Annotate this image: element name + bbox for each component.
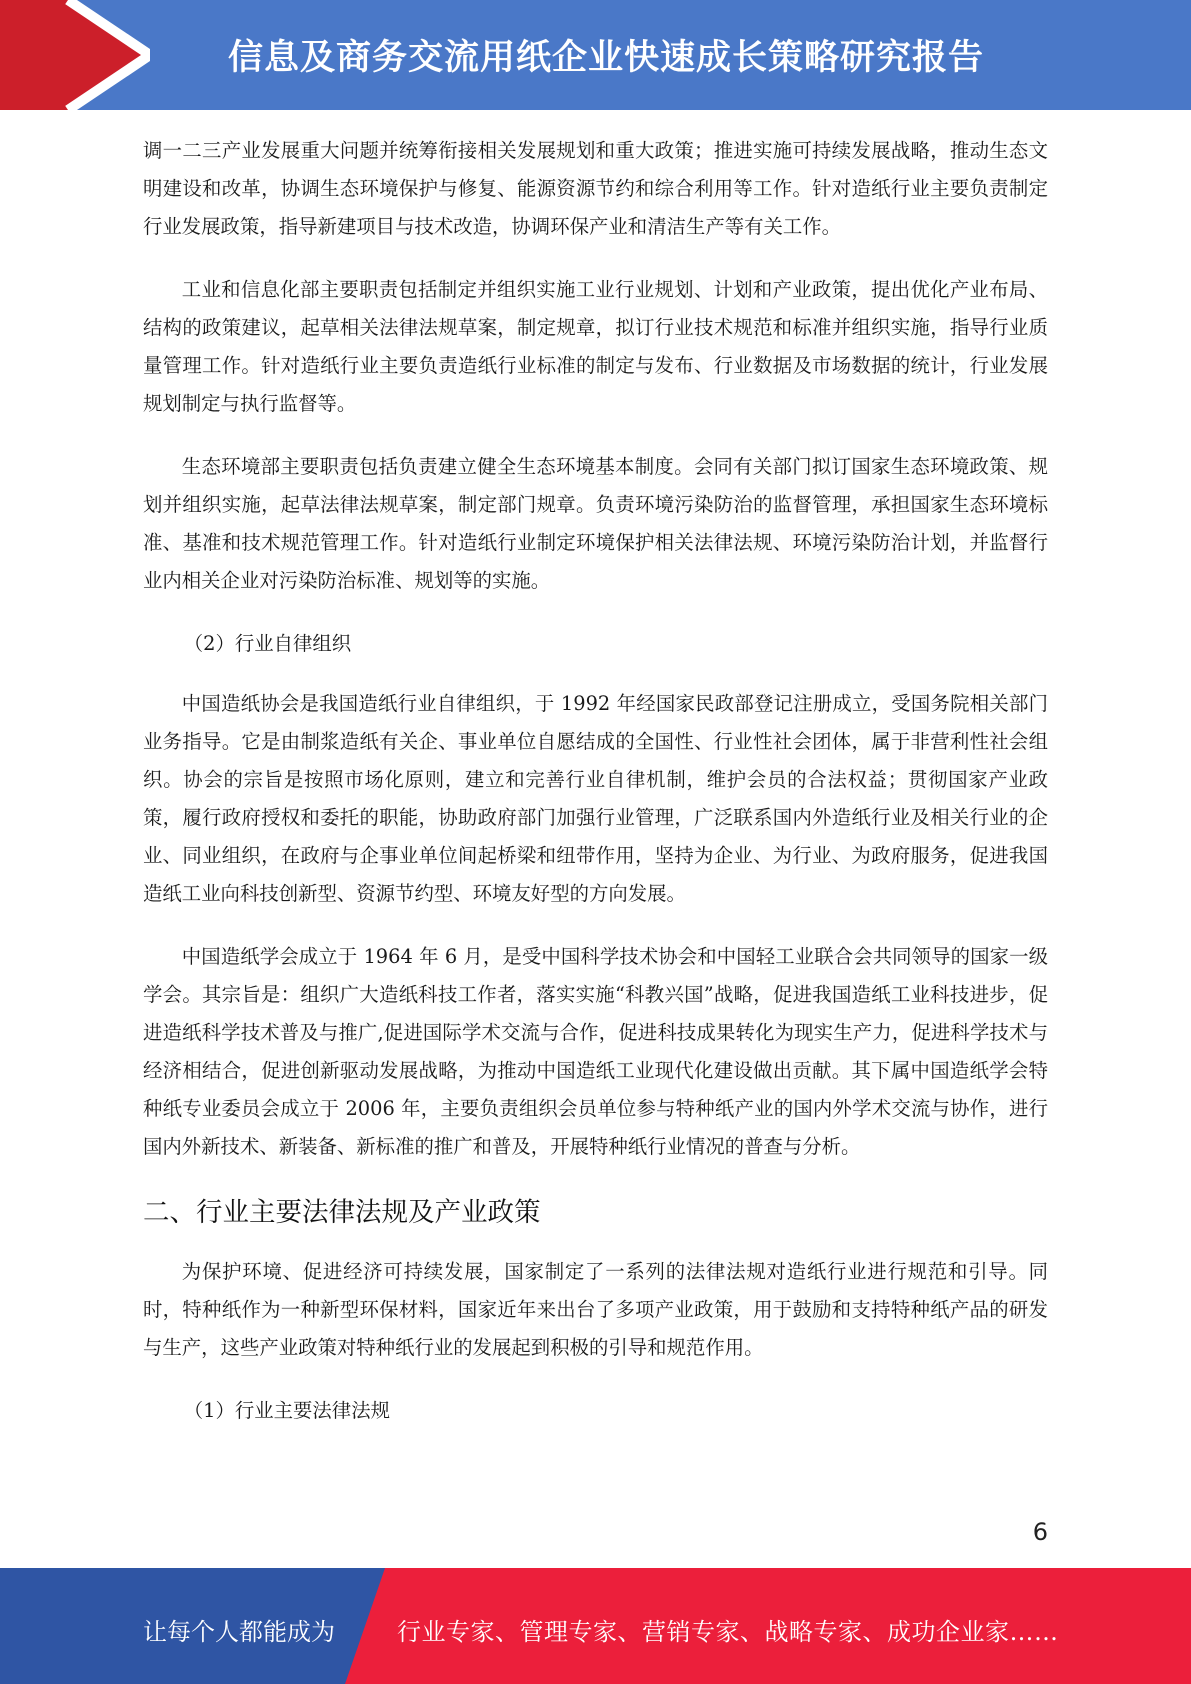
document-body bbox=[143, 132, 1048, 1452]
subheading-self-regulatory: （2）行业自律组织 bbox=[183, 632, 352, 655]
paragraph-2: 工业和信息化部主要职责包括制定并组织实施工业行业规划、计划和产业政策，提出优化产业布局、结构的政策建议，起草相关法律法规草案，制定规章，拟订行业技术规范和标准并组织实施，指导行业质量管理工作。针对造纸行业主要负责造纸行业标准的制定与发布、行业数据及市场数据的统计，行业发展规划制定与执行监督等。 bbox=[143, 278, 1048, 415]
page-number: 6 bbox=[1032, 1518, 1048, 1546]
paragraph-6: 为保护环境、促进经济可持续发展，国家制定了一系列的法律法规对造纸行业进行规范和引导。同时，特种纸作为一种新型环保材料，国家近年来出台了多项产业政策，用于鼓励和支持特种纸产品的研发与生产，这些产业政策对特种纸行业的发展起到积极的引导和规范作用。 bbox=[143, 1260, 1048, 1359]
subheading-laws: （1）行业主要法律法规 bbox=[183, 1399, 390, 1422]
paragraph-4: 中国造纸协会是我国造纸行业自律组织，于 1992 年经国家民政部登记注册成立，受国务院相关部门业务指导。它是由制浆造纸有关企、事业单位自愿结成的全国性、行业性社会团体，属于非营利性社会组织。协会的宗旨是按照市场化原则，建立和完善行业自律机制，维护会员的合法权益；贯彻国家产业政策，履行政府授权和委托的职能，协助政府部门加强行业管理，广泛联系国内外造纸行业及相关行业的企业、同业组织，在政府与企事业单位间起桥梁和纽带作用，坚持为企业、为行业、为政府服务，促进我国造纸工业向科技创新型、资源节约型、环境友好型的方向发展。 bbox=[143, 692, 1048, 905]
page-footer bbox=[0, 1568, 1191, 1684]
footer-slogan-right: 行业专家、管理专家、营销专家、战略专家、成功企业家…… bbox=[397, 1618, 1059, 1646]
paragraph-1: 调一二三产业发展重大问题并统筹衔接相关发展规划和重大政策；推进实施可持续发展战略，推动生态文明建设和改革，协调生态环境保护与修复、能源资源节约和综合利用等工作。针对造纸行业主要负责制定行业发展政策，指导新建项目与技术改造，协调环保产业和清洁生产等有关工作。 bbox=[143, 139, 1048, 238]
section-heading-laws-policies: 二、行业主要法律法规及产业政策 bbox=[143, 1197, 541, 1228]
red-chevron-graphic bbox=[0, 0, 150, 110]
paragraph-3: 生态环境部主要职责包括负责建立健全生态环境基本制度。会同有关部门拟订国家生态环境政策、规划并组织实施，起草法律法规草案，制定部门规章。负责环境污染防治的监督管理，承担国家生态环境标准、基准和技术规范管理工作。针对造纸行业制定环境保护相关法律法规、环境污染防治计划，并监督行业内相关企业对污染防治标准、规划等的实施。 bbox=[143, 455, 1048, 592]
paragraph-5: 中国造纸学会成立于 1964 年 6 月，是受中国科学技术协会和中国轻工业联合会共同领导的国家一级学会。其宗旨是：组织广大造纸科技工作者，落实实施“科教兴国”战略，促进我国造纸工业科技进步，促进造纸科学技术普及与推广,促进国际学术交流与合作，促进科技成果转化为现实生产力，促进科学技术与经济相结合，促进创新驱动发展战略，为推动中国造纸工业现代化建设做出贡献。其下属中国造纸学会特种纸专业委员会成立于 2006 年，主要负责组织会员单位参与特种纸产业的国内外学术交流与协作，进行国内外新技术、新装备、新标准的推广和普及，开展特种纸行业情况的普查与分析。 bbox=[143, 945, 1048, 1158]
footer-slogan-left: 让每个人都能成为 bbox=[143, 1618, 335, 1646]
report-title: 信息及商务交流用纸企业快速成长策略研究报告 bbox=[228, 38, 985, 78]
page-header bbox=[0, 0, 1191, 110]
